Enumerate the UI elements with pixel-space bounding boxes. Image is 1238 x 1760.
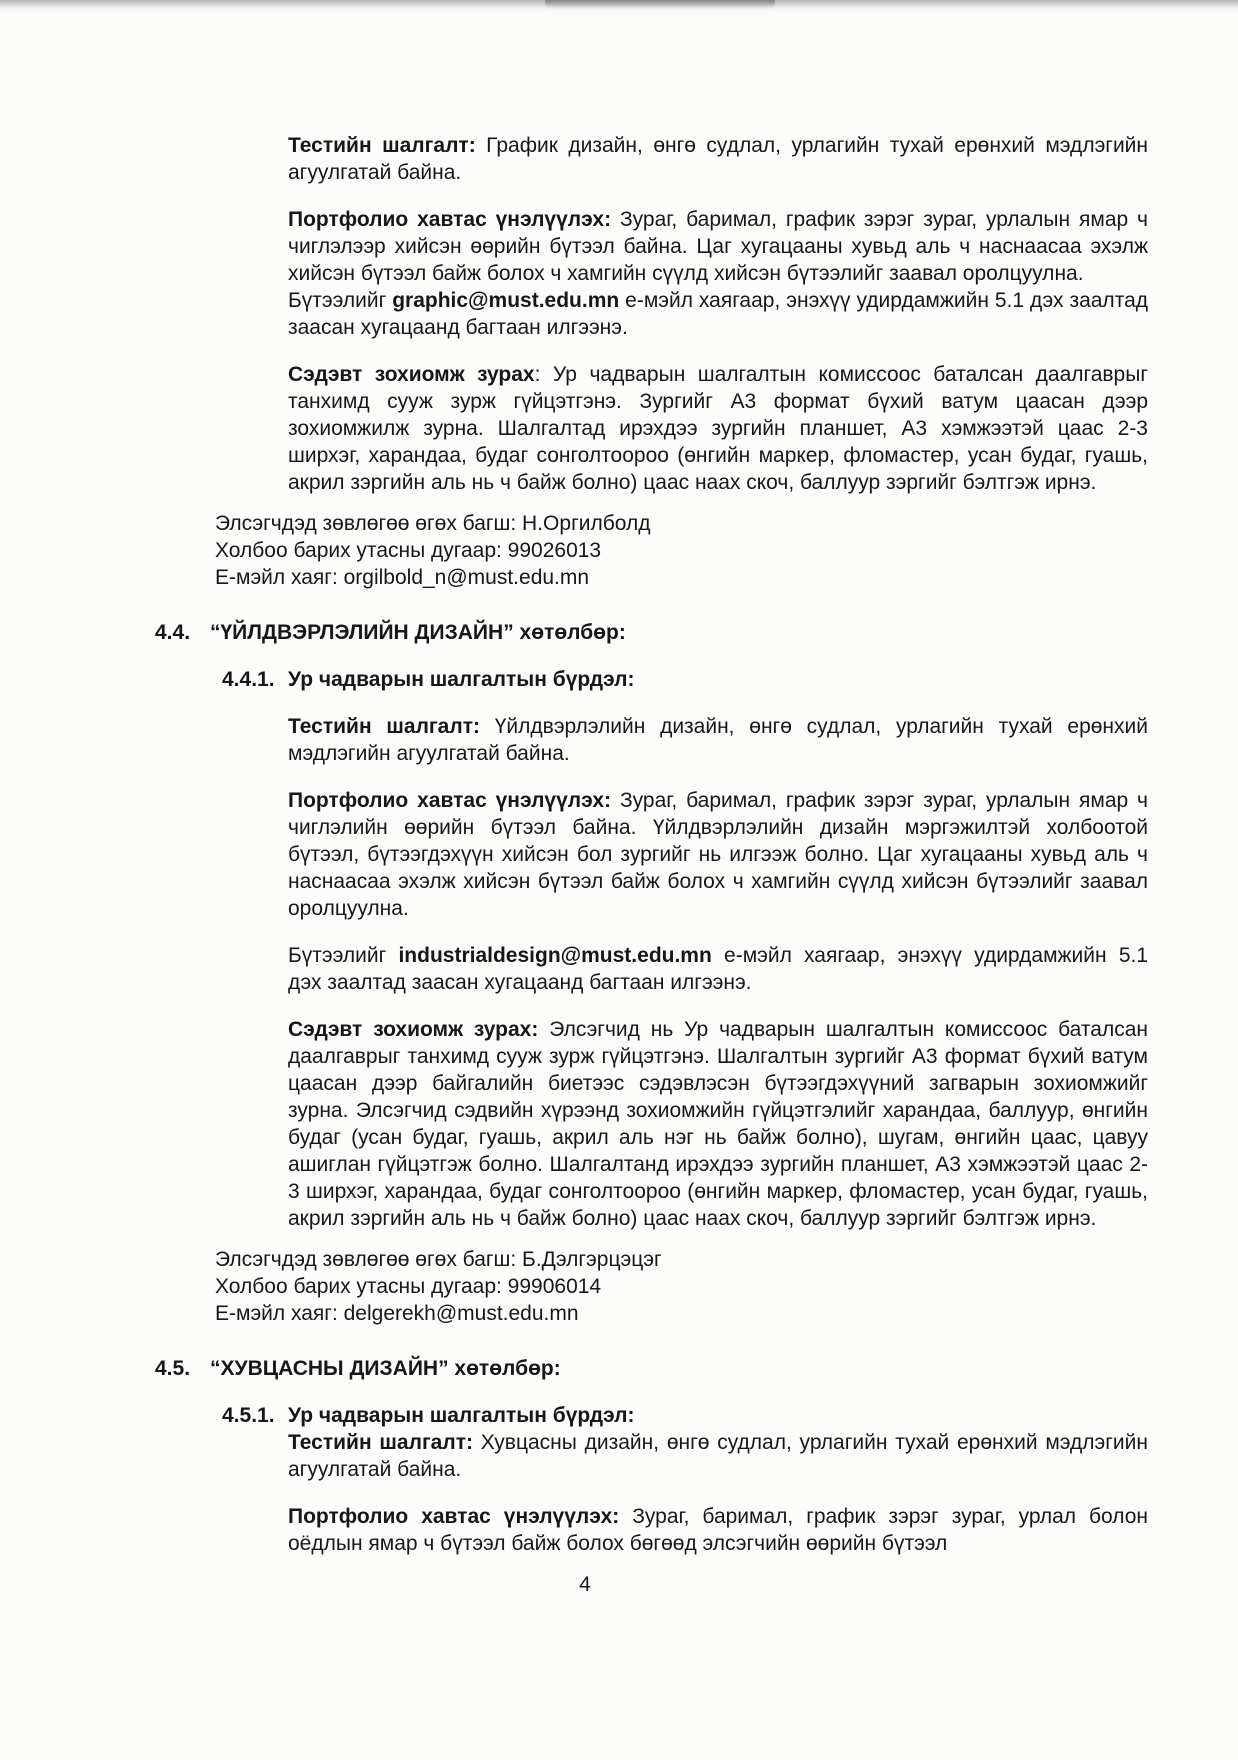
bold-run: Портфолио хавтас үнэлүүлэх: — [288, 208, 612, 231]
paragraph — [288, 1016, 1148, 1232]
paragraph — [288, 132, 1148, 186]
section-number: 4.4. — [155, 621, 191, 644]
text-run: Элсэгчид нь Ур чадварын шалгалтын комиссоос баталсан даалгаврыг танхимд сууж зурж гүйцэтгэнэ. Шалгалтын зургийг А3 формат бүхий ватум цаасан дээр байгалийн биетээс сэдэвлэсэн бүтээгдэхүүний загварын зохиомжийг зурна. Элсэгчид сэдвийн хүрээнд зохиомжийн гүйцэтгэлийг харандаа, баллуур, өнгийн будаг (усан будаг, гуашь, акрил аль нэг нь байж болно), шугам, өнгийн цаас, цавуу ашиглан гүйцэтгэж болно. Шалгалтанд ирэхдээ зургийн планшет, А3 хэмжээтэй цаас 2-3 ширхэг, харандаа, будаг сонголтоороо (өнгийн маркер, фломастер, усан будаг, гуашь, акрил зэргийн аль нь ч байж болно) цаас наах скоч, баллуур зэргийг бэлтгэж ирнэ. — [288, 1018, 1148, 1230]
contact-info-line: Е-мэйл хаяг: delgerekh@must.edu.mn — [215, 1302, 579, 1325]
text-run: Зураг, баримал, график зэрэг зураг, урлалын ямар ч чиглэлийн өөрийн бүтээл байна. Үйлдвэрлэлийн дизайн мэргэжилтэй холбоотой бүтээл, бүтээгдэхүүн хийсэн бол зургийг нь илгээж болно. Цаг хугацааны хувьд аль ч наснаасаа эхэлж хийсэн бүтээл байж болох ч хамгийн сүүлд хийсэн бүтээлийг заавал оролцуулна. — [288, 789, 1148, 920]
section-number: 4.5.1. — [222, 1404, 275, 1427]
section-title: Ур чадварын шалгалтын бүрдэл: — [288, 1404, 635, 1427]
paragraph — [288, 713, 1148, 767]
paragraph — [288, 942, 1148, 996]
contact-info-line: Элсэгчдэд зөвлөгөө өгөх багш: Б.Дэлгэрцэцэг — [215, 1248, 662, 1271]
paragraph — [288, 1429, 1148, 1483]
text-run: Үйлдвэрлэлийн дизайн, өнгө судлал, урлагийн тухай ерөнхий мэдлэгийн агуулгатай байна. — [288, 715, 1148, 765]
paragraph — [288, 361, 1148, 496]
text-run: Бүтээлийг — [288, 289, 393, 312]
contact-info-line: Элсэгчдэд зөвлөгөө өгөх багш: Н.Оргилболд — [215, 512, 651, 535]
text-run: Зураг, баримал, график зэрэг зураг, урлалын ямар ч чиглэлээр хийсэн өөрийн бүтээл байна. Цаг хугацааны хувьд аль ч наснаасаа эхэлж хийсэн бүтээл байж болох ч хамгийн сүүлд хийсэн бүтээлийг заавал оролцуулна. — [288, 208, 1148, 285]
bold-run: Портфолио хавтас үнэлүүлэх: — [288, 1505, 620, 1528]
text-run: : Ур чадварын шалгалтын комиссоос баталсан даалгаврыг танхимд сууж зурж гүйцэтгэнэ. Зургийг А3 формат бүхий ватум цаасан дээр зохиомжилж зурна. Шалгалтад ирэхдээ зургийн планшет, А3 хэмжээтэй цаас 2-3 ширхэг, харандаа, будаг сонголтоороо (өнгийн маркер, фломастер, усан будаг, гуашь, акрил зэргийн аль нь ч байж болно) цаас наах скоч, баллуур зэргийг бэлтгэж ирнэ. — [288, 363, 1148, 494]
bold-run: Сэдэвт зохиомж зурах: — [288, 1018, 539, 1041]
paragraph — [288, 1503, 1148, 1557]
section-heading — [155, 1355, 1178, 1382]
text-run: Бүтээлийг — [288, 944, 399, 967]
contact-info — [215, 510, 1148, 591]
section-heading — [155, 619, 1178, 646]
section-number: 4.5. — [155, 1357, 191, 1380]
bold-run: graphic@must.edu.mn — [392, 289, 620, 312]
contact-info-line: Холбоо барих утасны дугаар: 99026013 — [215, 539, 602, 562]
bold-run: Тестийн шалгалт: — [288, 134, 476, 157]
bold-run: Тестийн шалгалт: — [288, 715, 480, 738]
contact-info-line: Холбоо барих утасны дугаар: 99906014 — [215, 1275, 602, 1298]
section-title: Ур чадварын шалгалтын бүрдэл: — [288, 668, 635, 691]
text-run: е-мэйл хаягаар, энэхүү удирдамжийн 5.1 дэх заалтад заасан хугацаанд багтаан илгээнэ. — [288, 944, 1149, 994]
paragraph — [288, 287, 1148, 341]
text-run: Зураг, баримал, график зэрэг зураг, урлал болон оёдлын ямар ч бүтээл байж болох бөгөөд элсэгчийн өөрийн бүтээл — [288, 1505, 1148, 1555]
bold-run: Сэдэвт зохиомж зурах — [288, 363, 535, 386]
section-title: “ХУВЦАСНЫ ДИЗАЙН” хөтөлбөр: — [210, 1357, 561, 1380]
section-number: 4.4.1. — [222, 668, 275, 691]
subsection-heading — [222, 666, 1178, 693]
contact-info-line: Е-мэйл хаяг: orgilbold_n@must.edu.mn — [215, 566, 590, 589]
page-number: 4 — [579, 1573, 591, 1596]
text-run: Хувцасны дизайн, өнгө судлал, урлагийн тухай ерөнхий мэдлэгийн агуулгатай байна. — [288, 1431, 1148, 1481]
bold-run: industrialdesign@must.edu.mn — [398, 944, 712, 967]
section-title: “ҮЙЛДВЭРЛЭЛИЙН ДИЗАЙН” хөтөлбөр: — [210, 621, 626, 644]
text-run: е-мэйл хаягаар, энэхүү удирдамжийн 5.1 дэх заалтад заасан хугацаанд багтаан илгээнэ. — [288, 289, 1149, 339]
paragraph — [288, 787, 1148, 922]
contact-info — [215, 1246, 1148, 1327]
subsection-heading — [222, 1402, 1178, 1429]
paragraph — [288, 206, 1148, 287]
bold-run: Тестийн шалгалт: — [288, 1431, 473, 1454]
text-run: График дизайн, өнгө судлал, урлагийн тухай ерөнхий мэдлэгийн агуулгатай байна. — [288, 134, 1148, 184]
bold-run: Портфолио хавтас үнэлүүлэх: — [288, 789, 612, 812]
